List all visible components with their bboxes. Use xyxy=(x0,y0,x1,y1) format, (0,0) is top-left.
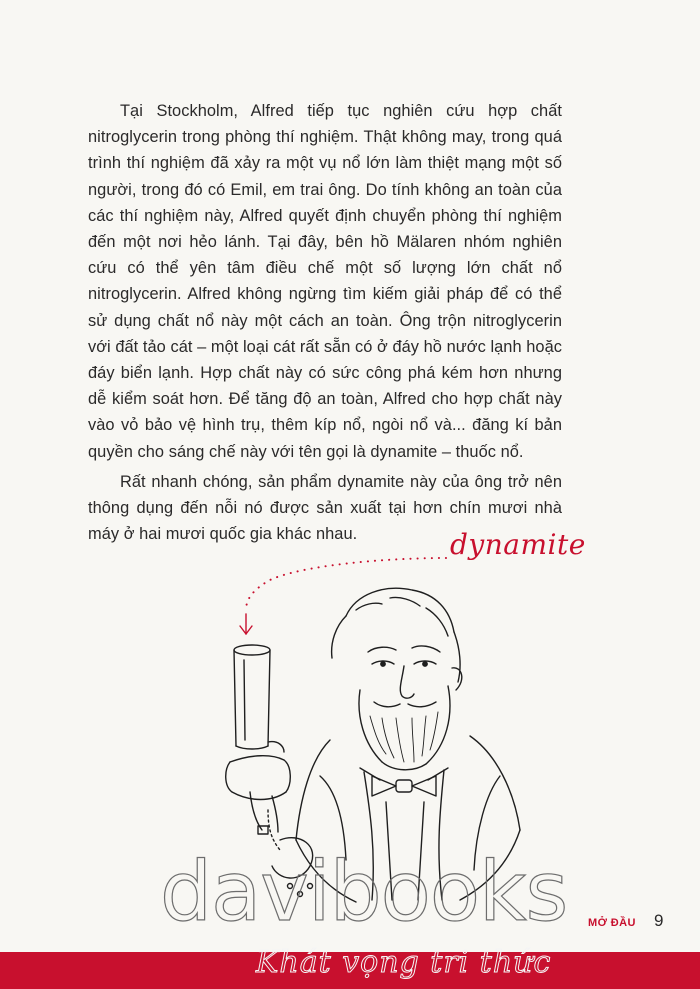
body-text xyxy=(88,98,562,547)
beard xyxy=(359,686,450,770)
dynamite-stick xyxy=(234,645,280,850)
pointer-dotted-line xyxy=(246,558,446,610)
footer-section-label: MỞ ĐẦU xyxy=(588,917,636,929)
dynamite-label: dynamite xyxy=(450,528,586,561)
page-number: 9 xyxy=(654,911,664,930)
head xyxy=(332,588,462,698)
paragraph-2: Rất nhanh chóng, sản phẩm dynamite này của ông trở nên thông dụng đến nỗi nó được sản xuất tại hơn chín mươi nhà máy ở hai mươi quốc gia khác nhau. xyxy=(88,472,562,544)
paragraph-1: Tại Stockholm, Alfred tiếp tục nghiên cứu hợp chất nitroglycerin trong phòng thí nghiệm. Thật không may, trong quá trình thí nghiệm đã xảy ra một vụ nổ lớn làm thiệt mạng một số người, trong đó có Emil, em trai ông. Do tính không an toàn của các thí nghiệm này, Alfred quyết định chuyển phòng thí nghiệm đến một nơi hẻo lánh. Tại đây, bên hồ Mälaren nhóm nghiên cứu có thể yên tâm điều chế một số lượng lớn chất nổ nitroglycerin. Alfred không ngừng tìm kiếm giải pháp để có thể sử dụng chất nổ này một cách an toàn. Ông trộn nitroglycerin với đất tảo cát – một loại cát rất sẵn có ở đáy hồ nước lạnh hoặc đáy biển lạnh. Hợp chất này có sức công phá kém hơn nhưng dễ kiểm soát hơn. Để tăng độ an toàn, Alfred cho hợp chất này vào vỏ bảo vệ hình trụ, thêm kíp nổ, ngòi nổ và... đăng kí bản quyền cho sáng chế này với tên gọi là dynamite – thuốc nổ. xyxy=(88,102,562,461)
watermark-brand: davibooks xyxy=(160,845,568,940)
hand xyxy=(226,742,291,834)
watermark-tagline: Khát vọng tri thức xyxy=(256,945,552,980)
pointer-arrow-icon xyxy=(240,614,252,634)
bow-tie xyxy=(360,768,448,796)
